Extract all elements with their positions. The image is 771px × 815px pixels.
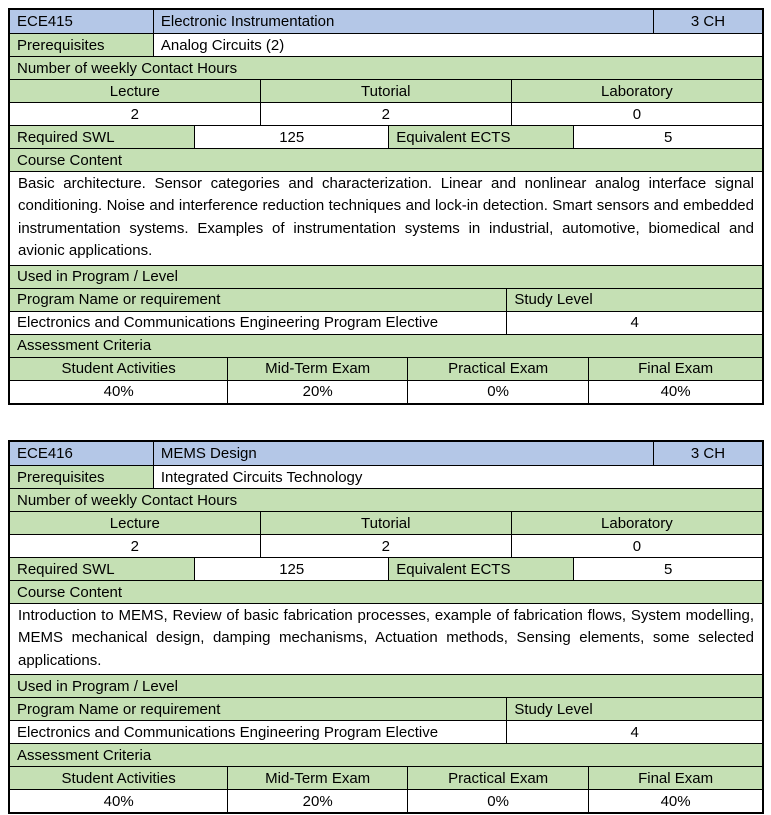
prerequisites-label: Prerequisites: [10, 466, 153, 488]
student-activities-value: 40%: [10, 790, 227, 812]
prerequisites-label: Prerequisites: [10, 34, 153, 56]
student-activities-header: Student Activities: [10, 358, 227, 380]
midterm-exam-value: 20%: [227, 381, 407, 403]
course-table-ece415: [8, 8, 764, 405]
program-name-value: Electronics and Communications Engineering Program Elective: [10, 312, 506, 334]
prerequisites-value: Analog Circuits (2): [153, 34, 762, 56]
course-content-row: [10, 603, 762, 674]
program-values-row: [10, 720, 762, 743]
program-header-row: [10, 288, 762, 311]
practical-exam-value: 0%: [407, 790, 588, 812]
study-level-value: 4: [506, 312, 762, 334]
credit-hours: 3 CH: [653, 442, 762, 465]
assessment-columns-row: [10, 766, 762, 789]
course-content-header-row: [10, 580, 762, 603]
course-content-text: Introduction to MEMS, Review of basic fabrication processes, example of fabrication flows, System modelling, MEMS mechanical design, damping mechanisms, Actuation methods, Sensing elements, some selected applications.: [10, 604, 762, 674]
assessment-values-row: [10, 380, 762, 403]
student-activities-header: Student Activities: [10, 767, 227, 789]
study-level-label: Study Level: [506, 289, 762, 311]
assessment-criteria-label: Assessment Criteria: [10, 744, 762, 766]
prerequisites-value: Integrated Circuits Technology: [153, 466, 762, 488]
midterm-exam-header: Mid-Term Exam: [227, 358, 407, 380]
course-header-row: [10, 10, 762, 33]
used-in-program-row: [10, 265, 762, 288]
program-name-label: Program Name or requirement: [10, 289, 506, 311]
laboratory-hours: 0: [511, 535, 762, 557]
laboratory-header: Laboratory: [511, 512, 762, 534]
assessment-header-row: [10, 743, 762, 766]
program-header-row: [10, 697, 762, 720]
assessment-header-row: [10, 334, 762, 357]
midterm-exam-header: Mid-Term Exam: [227, 767, 407, 789]
final-exam-value: 40%: [588, 381, 762, 403]
contact-hours-label: Number of weekly Contact Hours: [10, 57, 762, 79]
contact-hours-header-row: [10, 488, 762, 511]
used-in-program-label: Used in Program / Level: [10, 266, 762, 288]
practical-exam-header: Practical Exam: [407, 358, 588, 380]
program-name-value: Electronics and Communications Engineering Program Elective: [10, 721, 506, 743]
prerequisites-row: [10, 33, 762, 56]
credit-hours: 3 CH: [653, 10, 762, 33]
course-content-header-row: [10, 148, 762, 171]
equivalent-ects-value: 5: [573, 126, 762, 148]
course-header-row: [10, 442, 762, 465]
study-level-value: 4: [506, 721, 762, 743]
course-content-label: Course Content: [10, 149, 762, 171]
prerequisites-row: [10, 465, 762, 488]
required-swl-value: 125: [194, 558, 388, 580]
contact-hours-header-row: [10, 56, 762, 79]
lecture-header: Lecture: [10, 512, 260, 534]
lecture-hours: 2: [10, 103, 260, 125]
equivalent-ects-value: 5: [573, 558, 762, 580]
required-swl-value: 125: [194, 126, 388, 148]
course-table-ece416: [8, 440, 764, 814]
study-level-label: Study Level: [506, 698, 762, 720]
laboratory-header: Laboratory: [511, 80, 762, 102]
course-code: ECE415: [10, 10, 153, 33]
practical-exam-header: Practical Exam: [407, 767, 588, 789]
contact-hours-label: Number of weekly Contact Hours: [10, 489, 762, 511]
program-values-row: [10, 311, 762, 334]
program-name-label: Program Name or requirement: [10, 698, 506, 720]
swl-ects-row: [10, 125, 762, 148]
course-code: ECE416: [10, 442, 153, 465]
contact-hours-columns-row: [10, 79, 762, 102]
practical-exam-value: 0%: [407, 381, 588, 403]
student-activities-value: 40%: [10, 381, 227, 403]
used-in-program-row: [10, 674, 762, 697]
contact-hours-columns-row: [10, 511, 762, 534]
course-title: MEMS Design: [153, 442, 653, 465]
tutorial-hours: 2: [260, 535, 511, 557]
course-title: Electronic Instrumentation: [153, 10, 653, 33]
equivalent-ects-label: Equivalent ECTS: [388, 558, 573, 580]
laboratory-hours: 0: [511, 103, 762, 125]
course-content-text: Basic architecture. Sensor categories and characterization. Linear and nonlinear analog interface signal conditioning. Noise and interference reduction techniques and lock-in detection. Smart sensors and embedded instrumentation systems. Examples of instrumentation systems in industrial, automotive, biomedical and avionic applications.: [10, 172, 762, 265]
required-swl-label: Required SWL: [10, 558, 194, 580]
final-exam-header: Final Exam: [588, 767, 762, 789]
used-in-program-label: Used in Program / Level: [10, 675, 762, 697]
tutorial-hours: 2: [260, 103, 511, 125]
midterm-exam-value: 20%: [227, 790, 407, 812]
assessment-values-row: [10, 789, 762, 812]
assessment-criteria-label: Assessment Criteria: [10, 335, 762, 357]
course-content-label: Course Content: [10, 581, 762, 603]
final-exam-value: 40%: [588, 790, 762, 812]
required-swl-label: Required SWL: [10, 126, 194, 148]
lecture-header: Lecture: [10, 80, 260, 102]
contact-hours-values-row: [10, 534, 762, 557]
lecture-hours: 2: [10, 535, 260, 557]
equivalent-ects-label: Equivalent ECTS: [388, 126, 573, 148]
tutorial-header: Tutorial: [260, 80, 511, 102]
course-content-row: [10, 171, 762, 265]
tutorial-header: Tutorial: [260, 512, 511, 534]
final-exam-header: Final Exam: [588, 358, 762, 380]
assessment-columns-row: [10, 357, 762, 380]
swl-ects-row: [10, 557, 762, 580]
contact-hours-values-row: [10, 102, 762, 125]
